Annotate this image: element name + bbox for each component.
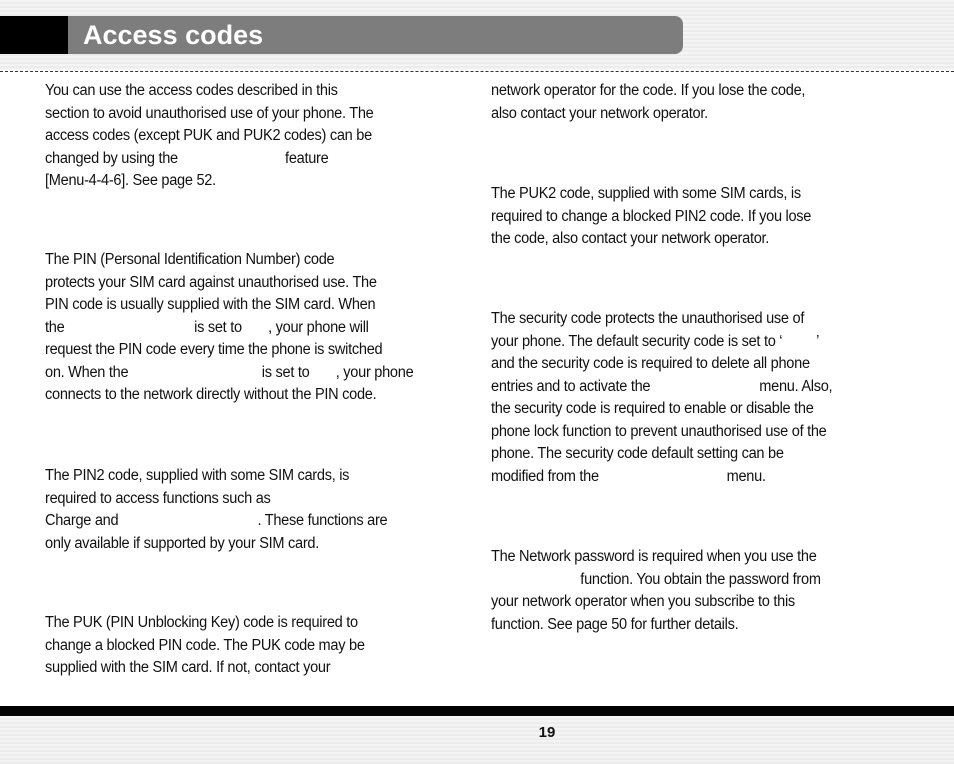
- text-line: PIN code is usually supplied with the SIM card. When: [45, 296, 376, 313]
- text-line: entries and to activate the menu. Also,: [491, 377, 833, 395]
- text-line: [Menu-4-4-6]. See page 52.: [45, 172, 216, 189]
- text-line: function. You obtain the password from: [580, 570, 821, 588]
- text-line: section to avoid unauthorised use of your phone. The: [45, 104, 374, 122]
- text-line: The PUK (PIN Unblocking Key) code is required to: [45, 614, 358, 631]
- text-line: phone. The security code default setting can be: [491, 445, 784, 462]
- text-line: The PIN2 code, supplied with some SIM cards, is: [45, 467, 350, 484]
- title-marker: [0, 16, 68, 54]
- text-line: network operator for the code. If you lose the code,: [491, 82, 806, 99]
- text-line: access codes (except PUK and PUK2 codes) can be: [45, 127, 372, 144]
- text-line: The Network password is required when you use the: [491, 548, 817, 565]
- text-line: The security code protects the unauthorised use of: [491, 310, 805, 327]
- text-line: connects to the network directly without the PIN code.: [45, 386, 377, 403]
- text-line: request the PIN code every time the phone is switched: [45, 341, 383, 358]
- footer-bar: [0, 706, 954, 716]
- intro-paragraph: [45, 80, 421, 193]
- text-line: the is set to , your phone will: [45, 318, 369, 336]
- text-line: You can use the access codes described in this: [45, 82, 338, 99]
- text-line: the security code is required to enable or disable the: [491, 400, 814, 417]
- text-line: your network operator when you subscribe to this: [491, 593, 795, 610]
- puk-paragraph: [45, 612, 421, 680]
- text-line: modified from the menu.: [491, 467, 766, 485]
- pin2-paragraph: [45, 465, 421, 555]
- text-line: protects your SIM card against unauthorised use. The: [45, 273, 377, 291]
- page-title: Access codes: [83, 20, 264, 50]
- text-line: The PUK2 code, supplied with some SIM cards, is: [491, 185, 801, 202]
- text-line: changed by using the feature: [45, 149, 329, 167]
- text-line: change a blocked PIN code. The PUK code may be: [45, 636, 365, 654]
- text-line: also contact your network operator.: [491, 104, 708, 122]
- text-line: Charge and . These functions are: [45, 512, 388, 529]
- puk2-paragraph: [491, 183, 867, 251]
- text-line: phone lock function to prevent unauthorised use of the: [491, 422, 827, 440]
- text-line: on. When the is set to , your phone: [45, 363, 414, 381]
- puk-continued-paragraph: [491, 80, 867, 125]
- text-line: The PIN (Personal Identification Number) code: [45, 251, 335, 268]
- text-line: supplied with the SIM card. If not, contact your: [45, 659, 331, 676]
- text-line: required to access functions such as: [45, 489, 271, 507]
- pin-paragraph: [45, 249, 421, 407]
- security-paragraph: [491, 308, 867, 488]
- page-number: 19: [538, 724, 556, 741]
- text-line: required to change a blocked PIN2 code. If you lose: [491, 207, 812, 225]
- text-line: only available if supported by your SIM card.: [45, 534, 320, 552]
- network-password-paragraph: [491, 546, 867, 636]
- text-line: the code, also contact your network operator.: [491, 230, 770, 247]
- text-line: your phone. The default security code is set to ‘ ’: [491, 332, 820, 350]
- text-line: function. See page 50 for further details.: [491, 615, 739, 633]
- text-line: and the security code is required to delete all phone: [491, 355, 810, 372]
- header-divider: [0, 71, 954, 72]
